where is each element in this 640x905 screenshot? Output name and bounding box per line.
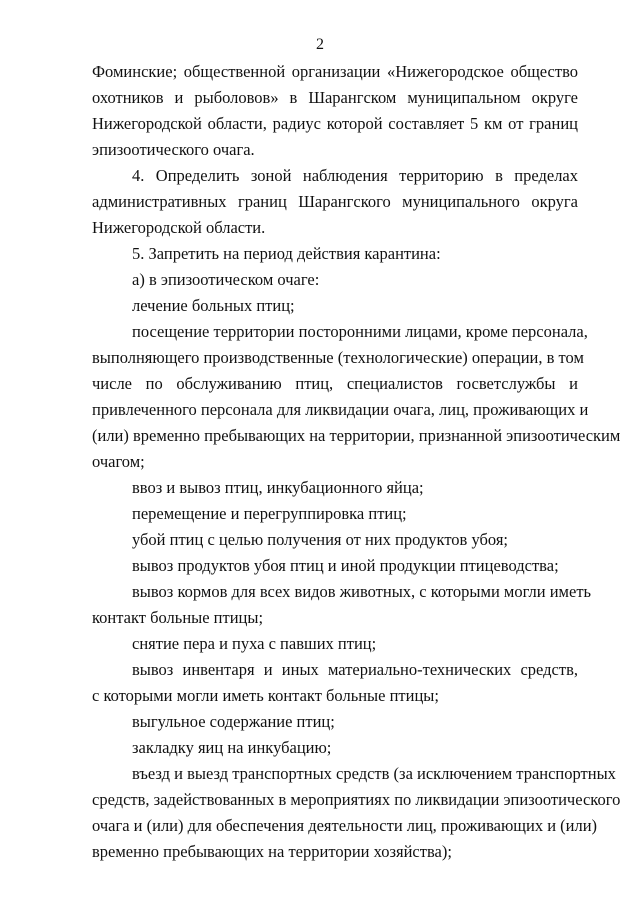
text-line: с которыми могли иметь контакт больные птицы;	[92, 686, 439, 705]
text-line: закладку яиц на инкубацию;	[132, 738, 332, 757]
text-line: (или) временно пребывающих на территории, признанной эпизоотическим	[92, 426, 621, 445]
text-line: вывоз продуктов убоя птиц и иной продукции птицеводства;	[132, 556, 559, 575]
text-line: числе по обслуживанию птиц, специалистов госветслужбы и	[92, 374, 578, 393]
text-line: Нижегородской области.	[92, 218, 266, 237]
text-line: охотников и рыболовов» в Шарангском муниципальном округе	[92, 88, 578, 107]
text-line: выгульное содержание птиц;	[132, 712, 335, 731]
text-line: эпизоотического очага.	[92, 140, 255, 159]
text-line: а) в эпизоотическом очаге:	[132, 270, 320, 289]
text-line: Фоминские; общественной организации «Нижегородское общество	[92, 62, 578, 81]
text-line: вывоз кормов для всех видов животных, с которыми могли иметь	[132, 582, 592, 601]
text-line: 5. Запретить на период действия карантина:	[132, 244, 441, 263]
text-line: вывоз инвентаря и иных материально-технических средств,	[132, 660, 578, 679]
text-line: ввоз и вывоз птиц, инкубационного яйца;	[132, 478, 424, 497]
text-line: лечение больных птиц;	[132, 296, 295, 315]
page-number: 2	[316, 36, 324, 53]
text-line: временно пребывающих на территории хозяйства);	[92, 842, 452, 861]
text-line: контакт больные птицы;	[92, 608, 264, 627]
text-line: привлеченного персонала для ликвидации очага, лиц, проживающих и	[92, 400, 589, 419]
text-line: средств, задействованных в мероприятиях по ликвидации эпизоотического	[92, 790, 621, 809]
text-line: выполняющего производственные (технологические) операции, в том	[92, 348, 584, 367]
text-line: снятие пера и пуха с павших птиц;	[132, 634, 377, 653]
text-line: очага и (или) для обеспечения деятельности лиц, проживающих и (или)	[92, 816, 598, 835]
text-line: перемещение и перегруппировка птиц;	[132, 504, 407, 523]
text-line: Нижегородской области, радиус которой составляет 5 км от границ	[92, 114, 578, 133]
text-line: очагом;	[92, 452, 145, 471]
text-line: въезд и выезд транспортных средств (за исключением транспортных	[132, 764, 616, 783]
text-line: административных границ Шарангского муниципального округа	[92, 192, 578, 211]
text-line: посещение территории посторонними лицами, кроме персонала,	[132, 322, 588, 341]
text-line: убой птиц с целью получения от них продуктов убоя;	[132, 530, 509, 549]
text-line: 4. Определить зоной наблюдения территорию в пределах	[132, 166, 578, 185]
